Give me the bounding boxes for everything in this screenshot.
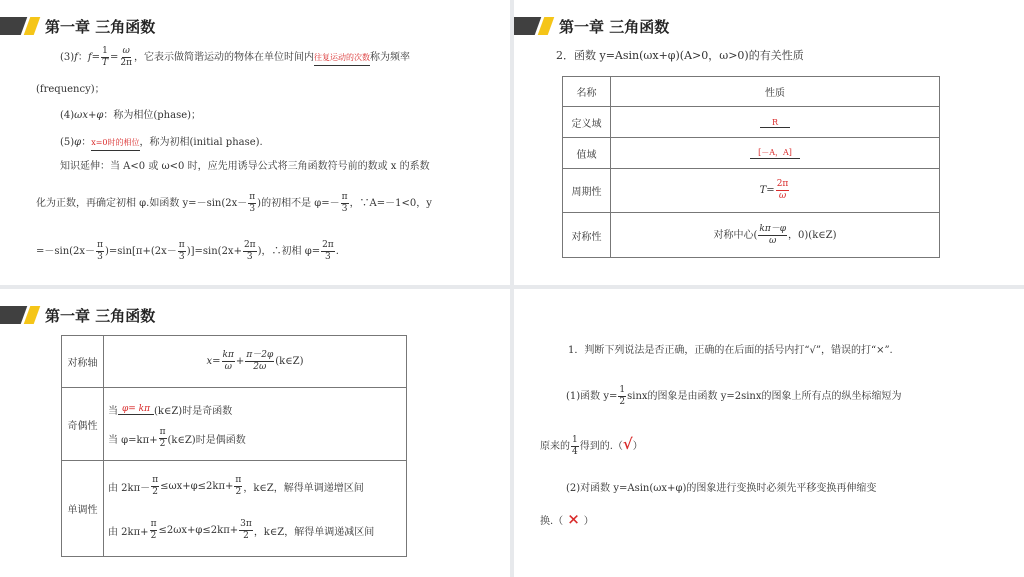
chapter-title: 第一章 三角函数 — [45, 306, 156, 325]
text: sinx的图象是由函数 y=2sinx的图象上所有点的纵坐标缩短为 — [627, 391, 902, 402]
text: φ — [74, 137, 82, 148]
row-label: 值域 — [563, 138, 611, 169]
text: f — [87, 52, 92, 63]
fraction: $\frac{\pi}{2}$ — [152, 475, 159, 497]
row-label: 奇偶性 — [62, 388, 104, 461]
text: (k∈Z)时是奇函数 — [154, 405, 233, 417]
row-label: 定义域 — [563, 107, 611, 138]
fraction: $\frac{\pi}{2}$ — [159, 426, 166, 449]
slide-properties-table[interactable] — [514, 0, 1024, 285]
odd-line — [108, 395, 402, 423]
chapter-header — [0, 14, 155, 38]
text: + — [235, 356, 245, 367]
text: . — [335, 246, 339, 257]
row-value — [104, 388, 407, 461]
fraction: $\frac{3\pi}{2}$ — [240, 519, 252, 541]
row-value — [104, 461, 407, 557]
text: = — [91, 52, 100, 63]
text: (5) — [60, 137, 75, 148]
row-label: 对称性 — [563, 213, 611, 258]
row-value — [104, 336, 407, 388]
question-2-line1: (2)对函数 y=Asin(ωx+φ)的图象进行变换时必须先平移变换再伸缩变 — [566, 483, 877, 494]
header-dark-bar — [0, 17, 27, 35]
text: (1)函数 y= — [566, 391, 618, 402]
text: ） — [583, 516, 594, 527]
answer-blank: R — [760, 118, 790, 128]
text: ： — [77, 52, 88, 63]
fraction: $\frac{\pi}{3}$ — [249, 192, 256, 214]
decreasing-line — [108, 509, 402, 553]
question-2-line2 — [540, 512, 594, 529]
text: ： — [81, 137, 92, 148]
text: )=sin[π+(2x－ — [104, 246, 177, 257]
question-intro: 1．判断下列说法是否正确，正确的在后面的括号内打“√”，错误的打“×”. — [568, 345, 893, 356]
text: ，称为初相(initial phase). — [139, 137, 263, 148]
table-row — [563, 107, 940, 138]
text: ，它表示做简谐运动的物体在单位时间内 — [134, 52, 315, 63]
text: (3) — [60, 52, 75, 63]
cross-mark-icon: × — [567, 510, 580, 528]
row-label: 单调性 — [62, 461, 104, 557]
line-derivation — [36, 240, 339, 263]
fraction: $\frac{k\pi-\varphi}{\omega}$ — [759, 223, 787, 246]
fraction: $\frac{1}{2}$ — [619, 385, 626, 407]
fraction: $\frac{\pi-2\varphi}{2\omega}$ — [246, 350, 274, 372]
text: 由 2kπ－ — [108, 483, 151, 494]
text: ，k∈Z，解得单调递增区间 — [243, 483, 364, 494]
chapter-title: 第一章 三角函数 — [45, 17, 156, 36]
chapter-header — [514, 14, 669, 38]
fraction: $\frac{\pi}{2}$ — [235, 475, 242, 497]
line-example — [36, 192, 432, 215]
properties-table-cont — [61, 335, 407, 557]
text: (k∈Z) — [275, 356, 304, 367]
table-row — [563, 77, 940, 107]
text: ） — [632, 441, 643, 452]
text: ，k∈Z，解得单调递减区间 — [253, 527, 375, 538]
line-frequency-en: (frequency)； — [36, 84, 105, 95]
header-dark-bar — [0, 306, 27, 324]
fraction: $\frac{\omega}{2\pi}$ — [120, 46, 133, 68]
table-row — [563, 169, 940, 213]
question-1-line1 — [566, 385, 902, 408]
header-dark-bar — [514, 17, 541, 35]
text: ≤ωx+φ≤2kπ+ — [160, 481, 234, 492]
fraction: $\frac{1}{T}$ — [101, 46, 108, 68]
text: )的初相不是 φ=－ — [257, 198, 340, 209]
text: 换.（ — [540, 516, 564, 527]
slide-properties-table-cont[interactable] — [0, 289, 510, 577]
text: 原来的 — [540, 441, 570, 452]
text: 当 φ=kπ+ — [108, 434, 158, 446]
text: )]=sin(2x+ — [186, 246, 242, 257]
properties-table — [562, 76, 940, 258]
text: 得到的.（ — [579, 441, 623, 452]
chapter-header — [0, 303, 155, 327]
fraction: $\frac{\pi}{2}$ — [150, 519, 157, 541]
row-label: 对称轴 — [62, 336, 104, 388]
fraction: $\frac{1}{4}$ — [572, 435, 578, 457]
text: ，0)(k∈Z) — [788, 229, 837, 241]
text: (4) — [60, 110, 75, 121]
table-row — [563, 213, 940, 258]
text: 当 — [108, 405, 118, 417]
text: )，∴初相 φ= — [257, 246, 321, 257]
text: T= — [759, 185, 775, 196]
answer-fraction: $\frac{2\pi}{\omega}$ — [776, 179, 789, 201]
line-extension: 知识延伸：当 A<0 或 ω<0 时，应先用诱导公式将三角函数符号前的数或 x 的系数 — [60, 161, 430, 172]
text: ωx+φ — [74, 110, 104, 121]
text: 对称中心( — [713, 229, 758, 241]
increasing-line — [108, 465, 402, 509]
answer-blank: x=0时的相位 — [91, 136, 139, 151]
text: (k∈Z)时是偶函数 — [167, 434, 246, 446]
text: 化为正数，再确定初相 φ.如函数 y=－sin(2x－ — [36, 198, 248, 209]
text: 由 2kπ+ — [108, 527, 149, 538]
row-value — [611, 169, 940, 213]
answer-blank: [－A，A] — [750, 147, 800, 159]
line-frequency — [60, 46, 410, 69]
table-row — [62, 388, 407, 461]
row-label: 周期性 — [563, 169, 611, 213]
even-line — [108, 423, 402, 453]
slide-true-false[interactable] — [514, 289, 1024, 577]
fraction: $\frac{\pi}{3}$ — [341, 192, 348, 214]
text: f — [74, 52, 78, 63]
text: ：称为相位(phase)； — [103, 110, 202, 121]
line-phase — [60, 109, 201, 123]
table-row — [62, 336, 407, 388]
fraction: $\frac{2\pi}{3}$ — [243, 240, 256, 262]
text: = — [109, 52, 119, 63]
answer-blank: 往复运动的次数 — [314, 51, 370, 66]
header-cell: 名称 — [563, 77, 611, 107]
text: ，∵A=－1<0，y — [349, 198, 432, 209]
text: x= — [206, 356, 221, 367]
header-cell: 性质 — [611, 77, 940, 107]
answer-blank: φ= kπ — [118, 404, 154, 415]
row-value — [611, 138, 940, 169]
section-heading: 2．函数 y=Asin(ωx+φ)(A>0，ω>0)的有关性质 — [556, 49, 804, 62]
table-row — [563, 138, 940, 169]
fraction: $\frac{\pi}{3}$ — [97, 240, 103, 262]
fraction: $\frac{k\pi}{\omega}$ — [222, 350, 234, 372]
row-value — [611, 107, 940, 138]
text: ≤2ωx+φ≤2kπ+ — [158, 525, 239, 536]
table-row — [62, 461, 407, 557]
fraction: $\frac{2\pi}{3}$ — [322, 240, 334, 262]
text: =－sin(2x－ — [36, 246, 96, 257]
question-1-line2 — [540, 435, 643, 458]
fraction: $\frac{\pi}{3}$ — [178, 240, 185, 262]
row-value — [611, 213, 940, 258]
chapter-title: 第一章 三角函数 — [559, 17, 670, 36]
slide-frequency[interactable] — [0, 0, 510, 285]
line-initial-phase — [60, 136, 263, 151]
check-mark-icon: √ — [622, 435, 633, 453]
text: 称为频率 — [370, 52, 411, 63]
